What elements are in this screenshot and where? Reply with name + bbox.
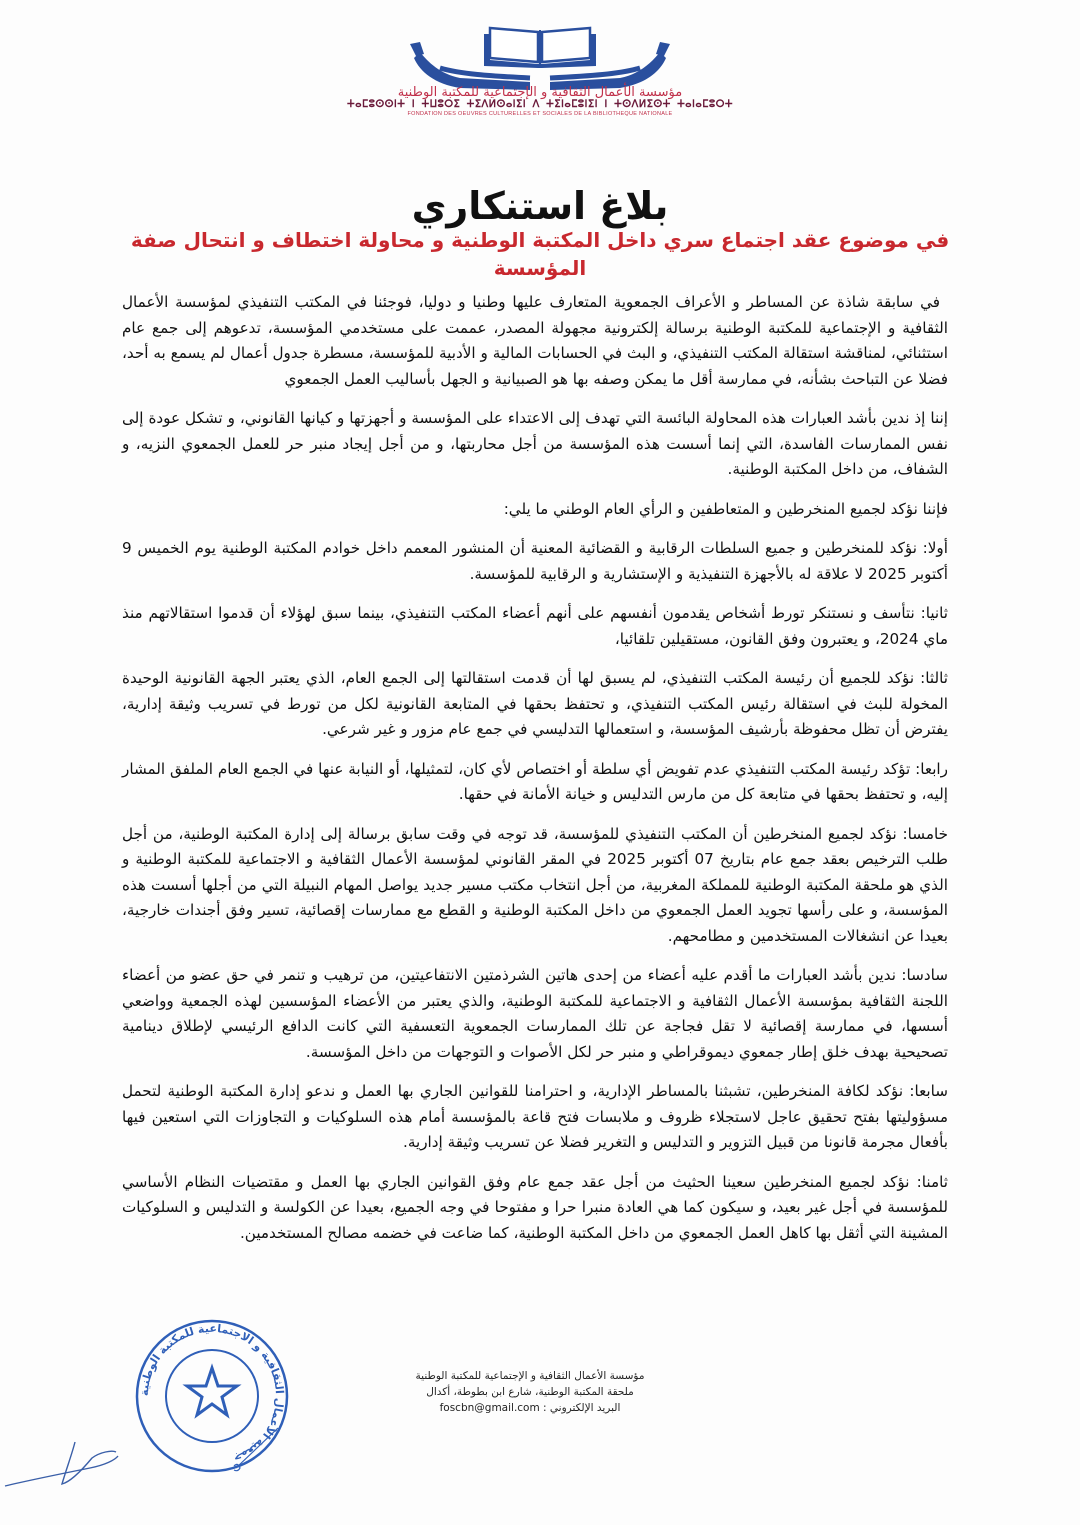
- footer-email[interactable]: foscbn@gmail.com: [439, 1402, 540, 1414]
- organization-name-arabic: مؤسسة الأعمال الثقافية و الإجتماعية للمكتبة الوطنية: [397, 85, 683, 100]
- paragraph-point-2: ثانيا: نتأسف و نستنكر تورط أشخاص يقدمون أنفسهم على أنهم أعضاء المكتب التنفيذي، بينما سبق لهؤلاء أن قدموا استقالاتهم منذ ماي 2024، و يعتبرون وفق القانون، مستقيلين تلقائيا،: [122, 604, 948, 648]
- organization-name-french: FONDATION DES OEUVRES CULTURELLES ET SOCIALES DE LA BIBLIOTHEQUE NATIONALE: [407, 111, 673, 117]
- paragraph-point-1: أولا: نؤكد للمنخرطين و جميع السلطات الرقابية و القضائية المعنية أن المنشور المعمم داخل خوادم المكتبة الوطنية يوم الخميس 9 أكتوبر 2025 لا علاقة له بالأجهزة التنفيذية و الإستشارية و الرقابية للمؤسسة.: [122, 539, 948, 583]
- signature-icon: [0, 1440, 360, 1525]
- paragraph-point-8: ثامنا: نؤكد لجميع المنخرطين سعينا الحثيث من أجل عقد جمع عام وفق القوانين الجاري بها العمل و مقتضيات النظام الأساسي للمؤسسة في أجل غير بعيد، و سيكون كما هي العادة منبرا حرا و مفتوحا في وجه الجميع، بعيدا عن الكولسة و التدليس و السلوكيات المشينة التي أثقل بها كاهل العمل الجمعوي من داخل المكتبة الوطنية، كما ضاعت في خضمه مصالح المستخدمين.: [122, 1172, 948, 1242]
- footer-email-label: البريد الإلكتروني :: [543, 1402, 621, 1414]
- document-body: [122, 290, 948, 1260]
- paragraph-point-5: خامسا: نؤكد لجميع المنخرطين أن المكتب التنفيذي للمؤسسة، قد توجه في وقت سابق برسالة إلى إدارة المكتبة الوطنية، من أجل طلب الترخيص بعقد جمع عام بتاريخ 07 أكتوبر 2025 في المقر القانوني لمؤسسة الأعمال الثقافية و الاجتماعية للمكتبة الوطنية و الذي هو ملحقة المكتبة الوطنية للمملكة المغربية، من أجل انتخاب مكتب مسير جديد يواصل المهام النبيلة التي من أجلها أسست هذه المؤسسة، و على رأسها تجويد العمل الجمعوي من داخل المكتبة الوطنية و القطع مع ممارسات إقصائية، تسير وفق أجندات خارجية، بعيدا عن انشغالات المستخدمين و مطامحهم.: [122, 824, 948, 945]
- paragraph-condemnation: إننا إذ ندين بأشد العبارات هذه المحاولة البائسة التي تهدف إلى الاعتداء على المؤسسة و أجهزتها و كيانها القانوني، و تشكل عودة إلى نفس الممارسات الفاسدة، التي إنما أسست هذه المؤسسة من أجل محاربتها، و من أجل إيجاد منبر حر للعمل الجمعوي النزيه، و الشفاف، من داخل المكتبة الوطنية.: [122, 409, 948, 478]
- paragraph-point-3: ثالثا: نؤكد للجميع أن رئيسة المكتب التنفيذي، لم يسبق لها أن قدمت استقالتها إلى الجمع العام، الذي يعتبر الجهة القانونية الوحيدة المخولة للبث في استقالة رئيس المكتب التنفيذي، و تحتفظ بحقها في المتابعة القانونية لكل من تورط في تسريب وثيقة إدارية، يفترض أن تظل محفوظة بأرشيف المؤسسة، و استعمالها التدليسي في جمع عام مزور و غير شرعي.: [122, 669, 948, 738]
- footer-contact: [380, 1368, 680, 1416]
- footer-address: ملحقة المكتبة الوطنية، شارع ابن بطوطة، أكدال: [426, 1386, 634, 1398]
- paragraph-point-6: سادسا: ندين بأشد العبارات ما أقدم عليه أعضاء من إحدى هاتين الشرذمتين الانتفاعيتين، من ترهيب و تنمر في حق عضو من أعضاء اللجنة الثقافية بمؤسسة الأعمال الثقافية و الاجتماعية للمكتبة الوطنية، والذي يعتبر من الأعضاء المؤسسين لهذه الجمعية وواضعي أسسها، في ممارسة إقصائية لا تقل فجاجة عن تلك الممارسات الجمعوية التعسفية التي كانت الدافع الرئيسي لإطلاق دينامية تصحيحية بهدف خلق إطار جمعوي ديموقراطي و منبر حر لكل الأصوات و التوجهات من داخل المؤسسة.: [122, 966, 948, 1061]
- organization-name-tifinagh: ⵜⴰⵎⵓⵙⵙⵏⵜ ⵏ ⵜⵡⵓⵔⵉ ⵜⵉⴷⵍⵙⴰⵏⵉⵏ ⴷ ⵜⵉⵏⴰⵎⵓⵏⵉⵏ ⵏ ⵜⵙⴷⵍⵉⵙⵜ ⵜⴰⵏⴰⵎⵓⵔⵜ: [347, 99, 733, 110]
- star-icon: [187, 1368, 237, 1415]
- stamp-text: جمعية الأعمال الثقافية و الاجتماعية للمكتبة الوطنية: [137, 1321, 287, 1466]
- footer-org-name: مؤسسة الأعمال الثقافية و الإجتماعية للمكتبة الوطنية: [415, 1370, 645, 1382]
- document-title: بلاغ استنكاري: [411, 184, 669, 228]
- document-subtitle: في موضوع عقد اجتماع سري داخل المكتبة الوطنية و محاولة اختطاف و انتحال صفة المؤسسة: [130, 228, 950, 280]
- open-book-hands-logo-icon: [380, 22, 700, 92]
- paragraph-point-4: رابعا: تؤكد رئيسة المكتب التنفيذي عدم تفويض أي سلطة أو اختصاص لأي كان، لتمثيلها، أو النيابة عنها في الجمع العام الملفق المشار إليه، و تحتفظ بحقها في متابعة كل من مارس التدليس و خيانة الأمانة في حقها.: [122, 759, 948, 803]
- paragraph-affirmation-lead: فإننا نؤكد لجميع المنخرطين و المتعاطفين و الرأي العام الوطني ما يلي:: [503, 499, 948, 518]
- paragraph-point-7: سابعا: نؤكد لكافة المنخرطين، تشبثنا بالمساطر الإدارية، و احترامنا للقوانين الجاري بها العمل و ندعو إدارة المكتبة الوطنية لتحمل مسؤوليتها بفتح تحقيق عاجل لاستجلاء ظروف و ملابسات فتح قاعة بالمؤسسة أمام هذه السلوكيات و التجاوزات التي استعين فيها بأفعال مجرمة قانونا من قبيل التزوير و التدليس و التغرير فضلا عن تسريب وثيقة إدارية.: [122, 1082, 948, 1151]
- footer-email-line: [380, 1400, 680, 1416]
- paragraph-intro: في سابقة شاذة عن المساطر و الأعراف الجمعوية المتعارف عليها وطنيا و دوليا، فوجئنا في المكتب التنفيذي لمؤسسة الأعمال الثقافية و الإجتماعية للمكتبة الوطنية برسالة إلكترونية مجهولة المصدر، عممت على مستخدمي المؤسسة، تدعوهم إلى جمع عام استثنائي، لمناقشة استقالة المكتب التنفيذي، و البث في الحسابات المالية و الأدبية للمؤسسة، مسطرة جدول أعمال لم يسمع به أحد، فضلا عن التباحث بشأنه، في ممارسة أقل ما يمكن وصفه بها هو الصبيانية و الجهل بأساليب العمل الجمعوي: [122, 293, 948, 388]
